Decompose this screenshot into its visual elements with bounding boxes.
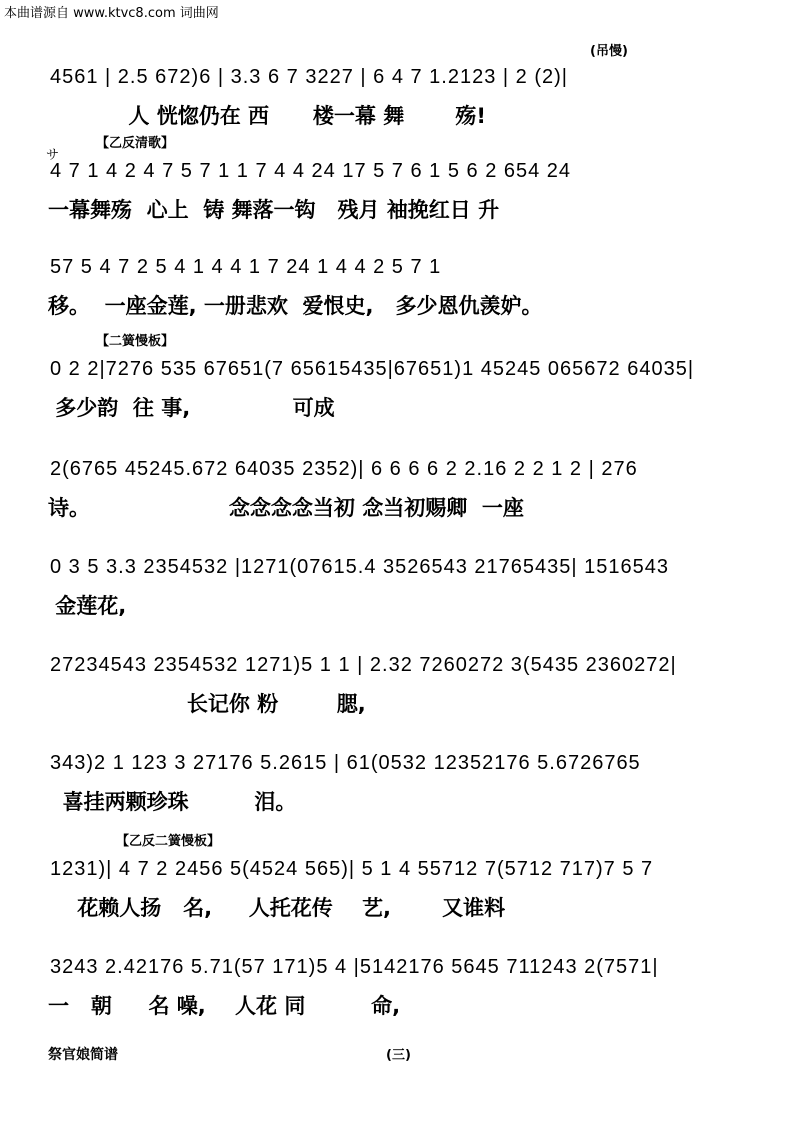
section-marker: 【二簧慢板】	[96, 334, 175, 349]
lyrics-line: 长记你 粉 腮,	[48, 692, 366, 716]
page-number: (三)	[386, 1048, 411, 1063]
lyrics-line: 移。 一座金莲, 一册悲欢 爱恨史, 多少恩仇羡妒。	[48, 294, 543, 318]
section-marker: 【乙反二簧慢板】	[116, 834, 221, 849]
notation-line: 3243 2.42176 5.71(57 171)5 4 |5142176 5645 711243 2(7571|	[50, 956, 750, 979]
notation-line: 57 5 4 7 2 5 4 1 4 4 1 7 24 1 4 4 2 5 7 1	[50, 256, 750, 279]
section-marker: 【乙反清歌】	[96, 136, 175, 151]
lyrics-line: 花赖人扬 名, 人托花传 艺, 又谁料	[48, 896, 506, 920]
footer-title: 祭官娘简谱	[48, 1047, 118, 1063]
section-marker: (吊慢)	[590, 44, 628, 59]
notation-line: 1231)| 4 7 2 2456 5(4524 565)| 5 1 4 55712 7(5712 717)7 5 7	[50, 858, 750, 881]
lyrics-line: 一 朝 名 噪, 人花 同 命,	[48, 994, 401, 1018]
source-header: 本曲谱源自 www.ktvc8.com 词曲网	[4, 6, 219, 21]
lyrics-line: 喜挂两颗珍珠 泪。	[48, 790, 297, 814]
notation-line: 343)2 1 123 3 27176 5.2615 | 61(0532 12352176 5.6726765	[50, 752, 750, 775]
section-marker: サ	[46, 148, 60, 163]
notation-line: 0 3 5 3.3 2354532 |1271(07615.4 3526543 21765435| 1516543	[50, 556, 750, 579]
lyrics-line: 诗。 念念念念当初 念当初赐卿 一座	[48, 496, 524, 520]
lyrics-line: 金莲花,	[48, 594, 127, 618]
notation-line: 4 7 1 4 2 4 7 5 7 1 1 7 4 4 24 17 5 7 6 1 5 6 2 654 24	[50, 160, 750, 183]
lyrics-line: 人 恍惚仍在 西 楼一幕 舞 殇!	[48, 104, 486, 128]
notation-line: 27234543 2354532 1271)5 1 1 | 2.32 7260272 3(5435 2360272|	[50, 654, 750, 677]
notation-line: 0 2 2|7276 535 67651(7 65615435|67651)1 45245 065672 64035|	[50, 358, 750, 381]
lyrics-line: 一幕舞殇 心上 铸 舞落一钩 残月 袖挽红日 升	[48, 198, 500, 222]
notation-line: 4561 | 2.5 672)6 | 3.3 6 7 3227 | 6 4 7 1.2123 | 2 (2)|	[50, 66, 750, 89]
notation-line: 2(6765 45245.672 64035 2352)| 6 6 6 6 2 2.16 2 2 1 2 | 276	[50, 458, 750, 481]
lyrics-line: 多少韵 往 事, 可成	[48, 396, 335, 420]
